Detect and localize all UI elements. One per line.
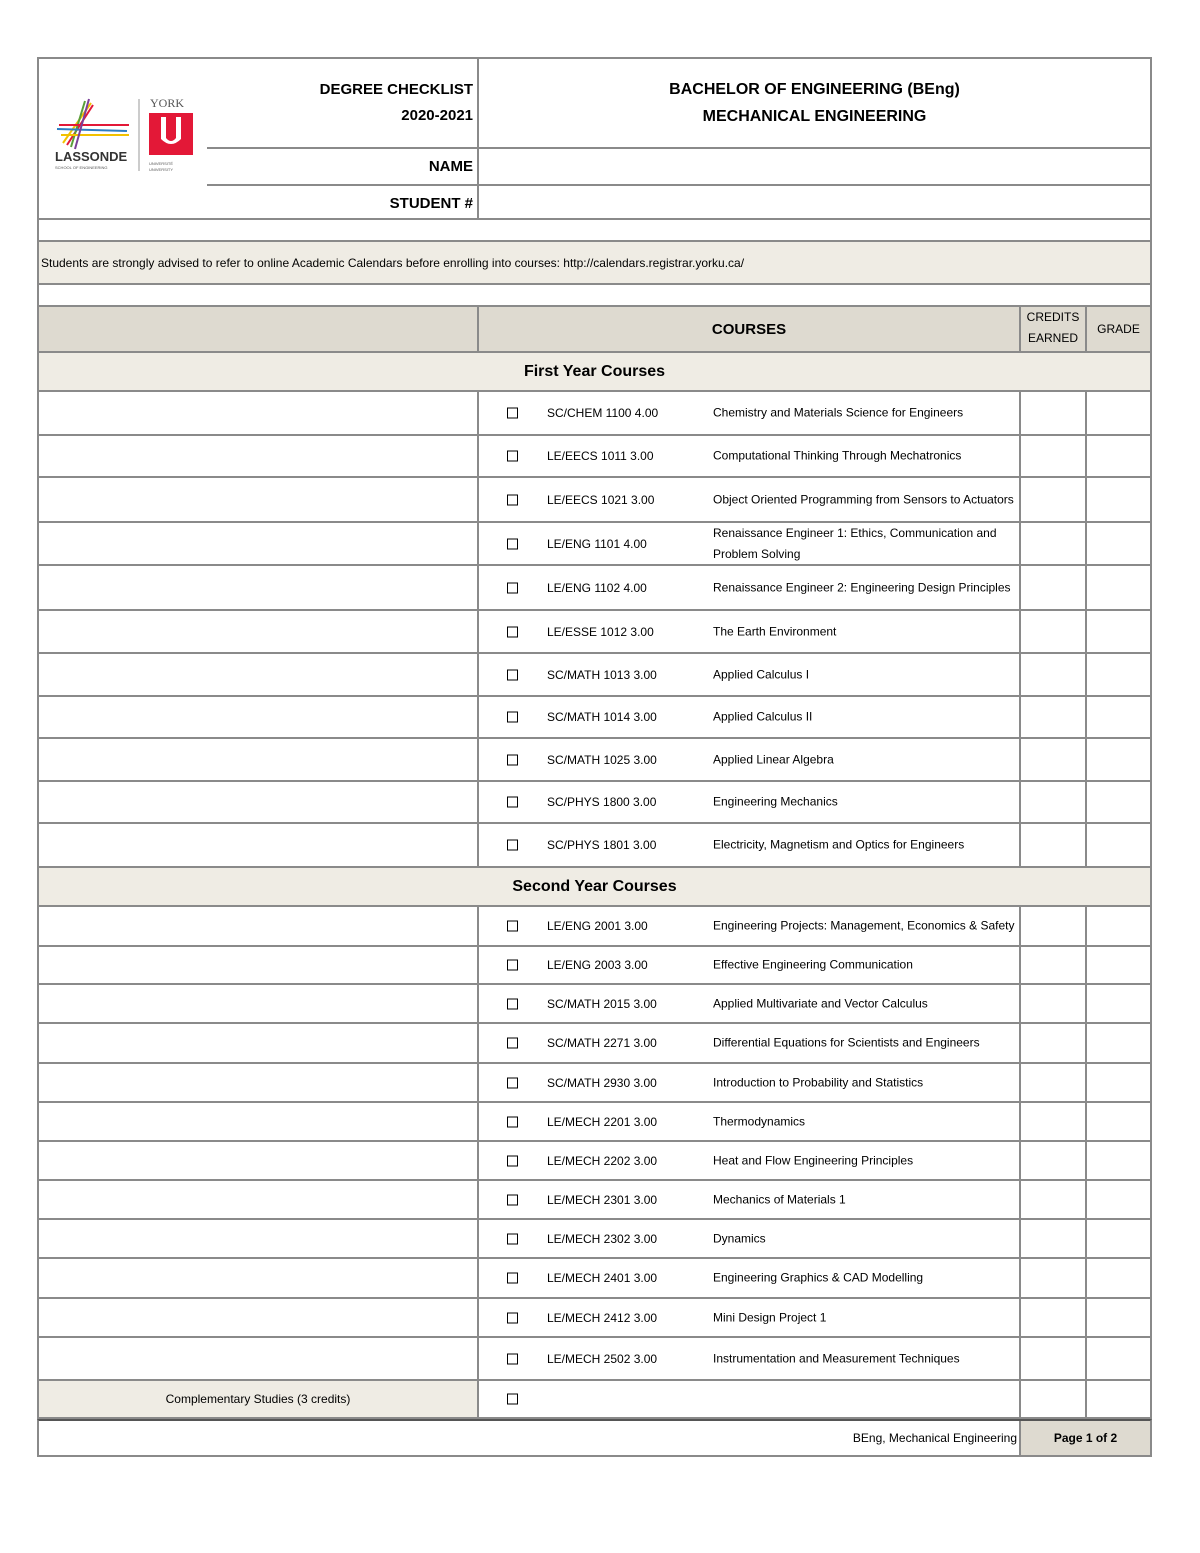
grade-cell[interactable] [1087,654,1150,695]
credits-earned-cell[interactable] [1021,1024,1087,1062]
grade-cell[interactable] [1087,1220,1150,1257]
course-cell [479,1024,1021,1062]
course-name: Heat and Flow Engineering Principles [713,1153,914,1167]
credits-earned-cell[interactable] [1021,566,1087,609]
second-year-section-header [37,868,1152,907]
course-name: Dynamics [713,1231,766,1245]
svg-text:UNIVERSITÉ: UNIVERSITÉ [149,161,174,166]
notes-cell[interactable] [39,523,479,564]
course-cell [479,566,1021,609]
course-cell [479,478,1021,521]
header-divider [207,147,477,149]
course-row [37,566,1152,611]
notes-cell[interactable] [39,478,479,521]
course-checkbox[interactable] [507,669,518,680]
grade-cell[interactable] [1087,739,1150,780]
svg-text:LASSONDE: LASSONDE [55,149,128,164]
course-cell [479,436,1021,476]
grade-header: GRADE [1097,322,1140,336]
course-name: Applied Calculus I [713,667,810,681]
course-code: LE/EECS 1011 3.00 [547,449,654,463]
grade-cell[interactable] [1087,1181,1150,1218]
course-row [37,739,1152,782]
name-field[interactable] [479,149,1150,184]
credits-earned-cell[interactable] [1021,985,1087,1022]
course-cell [479,985,1021,1022]
grade-cell[interactable] [1087,392,1150,434]
course-checkbox[interactable] [507,538,518,549]
grade-cell[interactable] [1087,985,1150,1022]
page-number: Page 1 of 2 [1021,1421,1150,1455]
credits-earned-cell[interactable] [1021,392,1087,434]
course-name: Renaissance Engineer 1: Ethics, Communication and Problem Solving [713,525,997,561]
course-name: Applied Multivariate and Vector Calculus [713,996,928,1010]
grade-cell[interactable] [1087,824,1150,866]
course-code: SC/PHYS 1801 3.00 [547,838,657,852]
course-code: SC/MATH 2271 3.00 [547,1036,657,1050]
course-cell [479,654,1021,695]
credits-header-line1: CREDITS [1026,310,1080,324]
course-cell [479,782,1021,822]
course-name: Instrumentation and Measurement Techniques [713,1351,960,1365]
course-code: LE/ESSE 1012 3.00 [547,624,654,639]
notes-cell[interactable] [39,611,479,652]
credits-earned-cell[interactable] [1021,782,1087,822]
course-code: SC/MATH 1025 3.00 [547,752,657,767]
first-year-rows [37,392,1152,868]
grade-cell[interactable] [1087,566,1150,609]
first-year-section-header [37,353,1152,392]
grade-cell[interactable] [1087,947,1150,983]
course-code: SC/CHEM 1100 4.00 [547,406,659,420]
credits-earned-cell[interactable] [1021,611,1087,652]
course-checkbox[interactable] [507,998,518,1009]
courses-header: COURSES [479,307,1021,351]
course-row [37,1181,1152,1220]
course-row [37,1142,1152,1181]
degree-checklist-sheet [37,57,1152,1457]
grade-cell[interactable] [1087,611,1150,652]
course-name: Electricity, Magnetism and Optics for Engineers [713,837,965,852]
course-name: Computational Thinking Through Mechatronics [713,448,962,463]
course-name: Effective Engineering Communication [713,957,913,972]
course-cell [479,1338,1021,1379]
course-checkbox[interactable] [507,1116,518,1127]
course-checkbox[interactable] [507,408,518,419]
credits-earned-cell[interactable] [1021,1299,1087,1336]
credits-header-line2: EARNED [1027,331,1078,345]
course-code: LE/ENG 1102 4.00 [547,580,647,595]
course-code: SC/PHYS 1800 3.00 [547,795,657,809]
course-code: LE/ENG 1101 4.00 [547,536,647,551]
program-title: MECHANICAL ENGINEERING [702,108,927,125]
grade-cell[interactable] [1087,1259,1150,1297]
grade-cell[interactable] [1087,697,1150,737]
credits-earned-cell[interactable] [1021,1381,1087,1417]
notes-cell[interactable] [39,907,479,945]
notes-cell[interactable] [39,1024,479,1062]
checklist-label: DEGREE CHECKLIST [319,81,473,98]
course-checkbox[interactable] [507,1273,518,1284]
header-right [479,59,1150,218]
header-left [39,59,479,218]
notes-cell[interactable] [39,1181,479,1218]
lassonde-york-logo [53,95,203,175]
notes-cell[interactable] [39,739,479,780]
course-name: Engineering Graphics & CAD Modelling [713,1270,924,1285]
course-checkbox[interactable] [507,1194,518,1205]
course-row [37,907,1152,947]
course-code: SC/MATH 2015 3.00 [547,996,657,1011]
course-row [37,654,1152,697]
complementary-studies-row [37,1381,1152,1419]
course-name: Renaissance Engineer 2: Engineering Design Principles [713,580,1011,594]
header-divider [207,184,477,186]
course-checkbox[interactable] [507,1312,518,1323]
course-cell [479,1181,1021,1218]
credits-earned-cell[interactable] [1021,1142,1087,1179]
svg-text:UNIVERSITY: UNIVERSITY [149,167,174,172]
degree-title: BACHELOR OF ENGINEERING (BEng) [669,81,960,98]
credits-earned-cell[interactable] [1021,739,1087,780]
course-code: LE/MECH 2502 3.00 [547,1351,658,1366]
grade-cell[interactable] [1087,1064,1150,1101]
course-row [37,1299,1152,1338]
course-name: Introduction to Probability and Statistics [713,1075,924,1089]
grade-cell[interactable] [1087,1338,1150,1379]
course-code: SC/MATH 1014 3.00 [547,710,657,724]
course-name: Engineering Mechanics [713,794,838,809]
credits-earned-cell[interactable] [1021,1220,1087,1257]
notes-cell[interactable] [39,1064,479,1101]
credits-earned-cell[interactable] [1021,907,1087,945]
course-cell [479,697,1021,737]
course-code: LE/MECH 2202 3.00 [547,1153,658,1168]
notes-cell[interactable] [39,1103,479,1140]
credits-earned-cell[interactable] [1021,1259,1087,1297]
credits-earned-cell[interactable] [1021,523,1087,564]
credits-earned-cell[interactable] [1021,1181,1087,1218]
spacer-row [37,285,1152,307]
credits-earned-cell[interactable] [1021,478,1087,521]
course-cell [479,947,1021,983]
course-checkbox[interactable] [507,754,518,765]
course-code: SC/MATH 1013 3.00 [547,667,657,682]
course-cell [479,907,1021,945]
notes-cell[interactable] [39,947,479,983]
course-cell [479,1299,1021,1336]
credits-earned-cell[interactable] [1021,436,1087,476]
course-row [37,436,1152,478]
course-cell [479,739,1021,780]
course-cell [479,611,1021,652]
section-title: First Year Courses [523,362,666,380]
course-row [37,523,1152,566]
course-row [37,392,1152,436]
credits-earned-cell[interactable] [1021,947,1087,983]
course-cell [479,1259,1021,1297]
grade-cell[interactable] [1087,1024,1150,1062]
course-cell [479,392,1021,434]
credits-earned-cell[interactable] [1021,697,1087,737]
notes-cell[interactable] [39,782,479,822]
course-checkbox[interactable] [507,451,518,462]
notes-cell[interactable] [39,566,479,609]
course-cell [479,523,1021,564]
course-name: Object Oriented Programming from Sensors to Actuators [713,492,1014,506]
header-blank [39,307,479,351]
course-checkbox[interactable] [507,626,518,637]
advisory-note: Students are strongly advised to refer to online Academic Calendars before enrolling into courses: http://calendars.registrar.yorku.ca/ [37,242,1152,285]
course-row [37,1103,1152,1142]
svg-text:SCHOOL OF ENGINEERING: SCHOOL OF ENGINEERING [55,165,108,170]
grade-cell[interactable] [1087,782,1150,822]
course-name: Differential Equations for Scientists and Engineers [713,1035,980,1050]
credits-earned-cell[interactable] [1021,1338,1087,1379]
credits-earned-cell[interactable] [1021,824,1087,866]
footer-program: BEng, Mechanical Engineering [39,1421,1021,1455]
course-row [37,947,1152,985]
grade-cell[interactable] [1087,1381,1150,1417]
course-cell [479,1064,1021,1101]
course-name: Engineering Projects: Management, Economics & Safety [713,918,1015,933]
notes-cell[interactable] [39,1338,479,1379]
header-block [37,57,1152,220]
name-label: NAME [428,158,473,175]
grade-cell[interactable] [1087,478,1150,521]
course-code: LE/ENG 2001 3.00 [547,919,648,933]
student-number-label: STUDENT # [389,195,473,212]
grade-cell[interactable] [1087,1142,1150,1179]
grade-cell[interactable] [1087,436,1150,476]
section-title: Second Year Courses [512,877,677,895]
course-name: Mini Design Project 1 [713,1310,827,1324]
course-code: LE/ENG 2003 3.00 [547,958,648,972]
course-row [37,1220,1152,1259]
course-checkbox[interactable] [507,1155,518,1166]
notes-cell[interactable] [39,824,479,866]
course-name: Thermodynamics [713,1114,806,1128]
notes-cell[interactable] [39,436,479,476]
course-row [37,1064,1152,1103]
course-name: Applied Linear Algebra [713,752,834,766]
grade-cell[interactable] [1087,1103,1150,1140]
course-code: LE/EECS 1021 3.00 [547,492,655,507]
course-row [37,611,1152,654]
course-row [37,824,1152,868]
course-cell [479,824,1021,866]
notes-cell[interactable] [39,1299,479,1336]
notes-cell[interactable] [39,697,479,737]
student-number-field[interactable] [479,186,1150,220]
course-cell [479,1103,1021,1140]
footer-row [37,1419,1152,1457]
credits-earned-cell[interactable] [1021,654,1087,695]
grade-cell[interactable] [1087,1299,1150,1336]
second-year-rows [37,907,1152,1381]
course-cell [479,1220,1021,1257]
course-checkbox[interactable] [507,960,518,971]
course-checkbox[interactable] [507,712,518,723]
course-row [37,697,1152,739]
courses-header-row [37,307,1152,353]
grade-cell[interactable] [1087,907,1150,945]
course-checkbox[interactable] [507,1394,518,1405]
course-name: Applied Calculus II [713,709,813,724]
course-code: LE/MECH 2412 3.00 [547,1310,658,1325]
course-cell [479,1142,1021,1179]
course-checkbox[interactable] [507,840,518,851]
complementary-studies-label: Complementary Studies (3 credits) [39,1381,479,1417]
course-checkbox[interactable] [507,1233,518,1244]
notes-cell[interactable] [39,654,479,695]
notes-cell[interactable] [39,1220,479,1257]
course-checkbox[interactable] [507,1038,518,1049]
course-code: LE/MECH 2401 3.00 [547,1271,658,1285]
grade-cell[interactable] [1087,523,1150,564]
course-row [37,1024,1152,1064]
course-checkbox[interactable] [507,1353,518,1364]
notes-cell[interactable] [39,1259,479,1297]
course-name: The Earth Environment [713,624,837,638]
course-checkbox[interactable] [507,921,518,932]
course-row [37,985,1152,1024]
course-row [37,1259,1152,1299]
course-name: Mechanics of Materials 1 [713,1192,846,1206]
course-code: LE/MECH 2302 3.00 [547,1231,658,1246]
course-code: SC/MATH 2930 3.00 [547,1075,657,1090]
course-row [37,1338,1152,1381]
notes-cell[interactable] [39,392,479,434]
course-checkbox[interactable] [507,1077,518,1088]
course-code: LE/MECH 2201 3.00 [547,1114,658,1129]
credits-earned-cell[interactable] [1021,1064,1087,1101]
course-checkbox[interactable] [507,494,518,505]
course-name: Chemistry and Materials Science for Engineers [713,405,964,420]
credits-earned-cell[interactable] [1021,1103,1087,1140]
course-checkbox[interactable] [507,582,518,593]
course-row [37,478,1152,523]
notes-cell[interactable] [39,985,479,1022]
checklist-year: 2020-2021 [401,107,473,124]
svg-text:YORK: YORK [150,96,185,110]
credits-earned-header [1021,307,1087,351]
spacer-row [37,220,1152,242]
course-row [37,782,1152,824]
course-cell [479,1381,1021,1417]
course-code: LE/MECH 2301 3.00 [547,1192,658,1207]
notes-cell[interactable] [39,1142,479,1179]
course-checkbox[interactable] [507,797,518,808]
